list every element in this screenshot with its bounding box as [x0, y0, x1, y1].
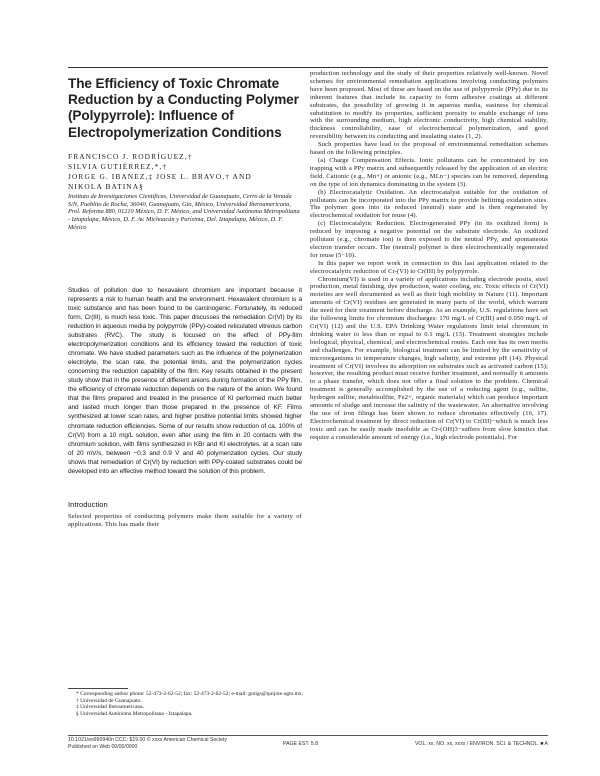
footnote: * Corresponding author phone: 52-473-2-62-52; fax: 52-473-2-62-52; e-mail: gutigs@quijote.ugto.mx. [76, 691, 304, 697]
author-line: JORGE G. IBANEZ,‡ JOSE L. BRAVO,† AND [68, 171, 252, 181]
paragraph: (c) Electrocatalytic Reduction. Electrogenerated PPy (in its oxidized form) is reduced by imposing a negative potential on the substrate electrode. An oxidized pollutant (e.g., chromate ion) is then exposed to the neutral PPy, and spontaneous electron transfer occurs. The (neutral) polymer is then electrochemically regenerated for reuse (5−10). [310, 220, 548, 259]
footnotes [68, 691, 304, 718]
footer-journal: VOL. xx, NO. xx, xxxx / ENVIRON. SCI. & TECHNOL. ■ A [414, 741, 548, 747]
paragraph: Chromium(VI) is used in a variety of applications including electrode posits, steel production, metal finishing, dye production, water cooling, etc. Toxic effects of Cr(VI) moieties are well documented as well as their high mobility in Nature (11). Important amounts of Cr(VI) residues are generated in many parts of the world, which warrant the need for their treatment before discharge. As an example, U.S. regulations have set the following limits for chromium discharges: 170 mg/L of Cr(III) and 0.050 mg/L of Cr(VI) (12) and the U.S. EPA Drinking Water regulations limit total chromium in drinking water to less than or equal to 0.1 mg/L (13). Treatment strategies include biological, physical, chemical, and electrochemical routes. Each one has its own merits and challenges. For example, biological treatment can be limited by the sensitivity of microorganisms to temperature changes, high salinity, and extreme pH (14). Physical treatment of Cr(VI) involves its adsorption on substrates such as activated carbon (15); however, the resulting product must receive further treatment, and normally it amounts to a phase transfer, which does not offer a final solution to the problem. Chemical treatment is generally accomplished by the use of a reducing agent (e.g., sulfite, hydrogen sulfite, metabisulfite, Fe2+, organic materials) which can produce important amounts of sludge and increase the salinity of the wastewater. An alternative involving the use of iron filings has been shown to reduce chromates effectively (16, 17). Electrochemical treatment by direct reduction of Cr(VI) to Cr(III)−which is much less toxic and can be easily made insoluble as Cr-(OH)3−suffers from slow kinetics that require a considerable amount of energy (i.e., high electrode potentials). For [310, 275, 548, 441]
affiliation: Instituto de Investigaciones Científicas, Universidad de Guanajuato, Cerro de la Venada S/N, Pueblito de Rocha, 36040, Guanajuato, Gto, México, Universidad Iberoamericana, Prol. Reforma 880, 01210 México, D. F. México, and Universidad Autónoma Metropolitana - Iztapalapa, México, D. F. Av. Michoacán y Purísima, Del. Iztapalapa, México, D. F. México [68, 192, 300, 231]
footer-left [68, 737, 227, 750]
footer-doi: 10.1021/es990940n CCC: $19.00 © xxxx American Chemical Society [68, 737, 227, 743]
introduction-text: Selected properties of conducting polymers make them suitable for a variety of applications. This has made their [68, 512, 302, 528]
paragraph: (b) Electrocatalytic Oxidation. An electrocatalyst suitable for the oxidation of pollutants can be incorporated into the PPy matrix to provide befitting oxidation sites. The polymer goes into its reduced (neutral) state and is then regenerated by electrochemical oxidation for reuse (4). [310, 188, 548, 220]
paragraph: (a) Charge Compensation Effects. Ionic pollutants can be concentrated by ion trapping with a PPy matrix and subsequently released by the application of an electric field. Cationic (e.g., Mn+) or anionic (e.g., MLn−) species can be removed, depending on the type of ion dynamics dominating in the system (3). [310, 156, 548, 188]
footer-rule [68, 735, 548, 736]
abstract: Studies of pollution due to hexavalent chromium are important because it represents a risk to human health and the environment. Hexavalent chromium is a toxic substance and has been found to be carcinogenic. Fortunately, its reduced form, Cr(III), is much less toxic. This paper discusses the remediation Cr(VI) by its reduction in aqueous media by polypyrrole (PPy)-coated reticulated vitreous carbon substrates (RVC). The study is focused on the effect of PPy-film electropolymerization conditions and its efficiency toward the reduction of toxic chromate. We have studied parameters such as the influence of the polymerization electrolyte, the scan rate, the potential limits, and the polymerization cycles concerning the reduction capability of the film. Key results obtained in the present study show that in the presence of different anions during formation of the PPy film, the efficiency of chromate reduction depends on the nature of the anion. We found that the films prepared and treated in the presence of KI performed much better and lasted much longer than those prepared in the presence of KF. Films synthesized at lower scan rates, and higher positive potential limits showed higher chromate reduction efficiencies. Some of our results show reduction of ca. 100% of Cr(VI) from a 10 mg/L solution, even after using the film in 20 contacts with the chromium solution, with films synthesized in KBr and KI electrolytes, at a scan rate of 20 mV/s, between −0.3 and 0.9 V and 40 polymerization cycles. Our study shows that remediation of Cr(VI) by reduction with PPy-coated substrates could be developed into an effective method toward the solution of this problem. [68, 286, 302, 475]
author-line: NIKOLA BATINA§ [68, 181, 144, 191]
left-column [68, 76, 302, 529]
footnote: ‡ Universidad Iberoamericana. [76, 704, 144, 711]
footnote-rule [68, 688, 128, 689]
article-title: The Efficiency of Toxic Chromate Reduction by a Conducting Polymer (Polypyrrole): Influence of Electropolymerization Conditions [68, 76, 299, 140]
author-line: FRANCISCO J. RODRÍGUEZ,† [68, 151, 193, 161]
section-heading-introduction: Introduction [68, 499, 108, 509]
paragraph: In this paper we report work in connection to this last application related to the electrocatalytic reduction of Cr-(VI) to Cr(III) by polypyrrole. [310, 259, 548, 275]
footer-published: Published on Web 00/00/0000 [68, 743, 138, 750]
author-line: SILVIA GUTIÉRREZ,*,† [68, 161, 168, 171]
footnote: † Universidad de Guanajuato. [76, 697, 142, 704]
footnote: § Universidad Autónoma Metropolitana - Iztapalapa. [76, 711, 193, 718]
right-column [310, 70, 548, 442]
top-rule [68, 67, 548, 68]
paragraph: Such properties have lead to the proposal of environmental remediation schemes based on the following principles. [310, 141, 548, 157]
paragraph: production technology and the study of their properties relatively well-known. Novel schemes for environmental remediation applications involving conducting polymers have been proposed. Most of these are based on the use of polypyrrole (PPy) due to its inherent features that include its capacity to form adhesive coatings at different substrates, the possibility of growing it in aqueous media, easiness for chemical substitution to modify its properties, sufficient porosity to enable exchange of ions with the surrounding medium, high electronic conductivity, high chemical stability, thickness controllability, ease of electrochemical polymerization, and good reversibility between its conducting and insulating states (1, 2). [310, 70, 548, 141]
author-list [68, 152, 302, 192]
footer-page-estimate: PAGE EST: 5.8 [283, 741, 319, 747]
